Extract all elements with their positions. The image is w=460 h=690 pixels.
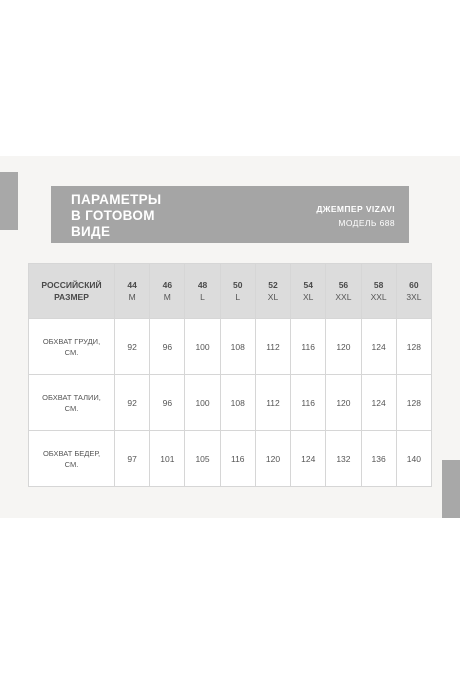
table-cell: 116 xyxy=(291,319,326,375)
table-cell: 92 xyxy=(115,375,150,431)
size-column-header xyxy=(361,264,396,319)
table-cell: 112 xyxy=(255,375,290,431)
title-banner xyxy=(51,186,409,243)
corner-label-line: РАЗМЕР xyxy=(54,292,89,302)
row-label-line: СМ. xyxy=(64,459,79,469)
table-row-waist xyxy=(29,375,432,431)
row-label xyxy=(29,431,115,487)
table-cell: 112 xyxy=(255,319,290,375)
size-column-header xyxy=(396,264,431,319)
table-cell: 124 xyxy=(361,375,396,431)
size-letter: 3XL xyxy=(406,292,422,302)
row-label-line: ОБХВАТ БЕДЕР, xyxy=(42,448,101,458)
size-number: 56 xyxy=(338,280,349,290)
size-letter: XL xyxy=(267,292,279,302)
table-cell: 108 xyxy=(220,319,255,375)
banner-title xyxy=(71,192,221,240)
table-cell: 105 xyxy=(185,431,220,487)
size-column-header xyxy=(150,264,185,319)
size-table-container xyxy=(28,263,432,487)
row-label-line: СМ. xyxy=(64,403,79,413)
table-cell: 124 xyxy=(291,431,326,487)
table-cell: 100 xyxy=(185,375,220,431)
decorative-side-tab-right xyxy=(442,460,460,518)
size-letter: M xyxy=(163,292,171,302)
banner-title-line: ВИДЕ xyxy=(71,224,111,239)
row-label-line: ОБХВАТ ТАЛИИ, xyxy=(42,392,101,402)
size-letter: XXL xyxy=(335,292,352,302)
row-label-line: СМ. xyxy=(64,347,79,357)
size-number: 52 xyxy=(268,280,278,290)
size-letter: XL xyxy=(303,292,314,302)
size-column-header xyxy=(326,264,361,319)
table-cell: 116 xyxy=(220,431,255,487)
corner-label xyxy=(29,264,115,319)
size-column-header xyxy=(255,264,290,319)
table-cell: 96 xyxy=(150,375,185,431)
table-row-chest xyxy=(29,319,432,375)
table-cell: 136 xyxy=(361,431,396,487)
banner-title-line: ПАРАМЕТРЫ xyxy=(71,192,162,207)
table-row-hips xyxy=(29,431,432,487)
banner-title-line: В ГОТОВОМ xyxy=(71,208,155,223)
table-cell: 120 xyxy=(326,375,361,431)
size-number: 58 xyxy=(373,280,384,290)
table-cell: 128 xyxy=(396,319,431,375)
row-label xyxy=(29,319,115,375)
table-cell: 96 xyxy=(150,319,185,375)
size-number: 48 xyxy=(197,280,208,290)
table-cell: 108 xyxy=(220,375,255,431)
size-column-header xyxy=(220,264,255,319)
size-number: 54 xyxy=(303,280,313,290)
size-table xyxy=(28,263,432,487)
table-cell: 101 xyxy=(150,431,185,487)
table-cell: 132 xyxy=(326,431,361,487)
model-number: МОДЕЛЬ 688 xyxy=(338,218,395,228)
size-number: 50 xyxy=(233,280,243,290)
row-label-line: ОБХВАТ ГРУДИ, xyxy=(42,336,101,346)
table-cell: 92 xyxy=(115,319,150,375)
table-cell: 97 xyxy=(115,431,150,487)
table-cell: 120 xyxy=(255,431,290,487)
size-letter: XXL xyxy=(370,292,387,302)
size-number: 46 xyxy=(162,280,173,290)
size-column-header xyxy=(115,264,150,319)
product-info xyxy=(316,202,395,230)
product-name: ДЖЕМПЕР VIZAVI xyxy=(316,204,395,214)
size-letter: L xyxy=(235,292,241,302)
table-cell: 128 xyxy=(396,375,431,431)
size-column-header xyxy=(185,264,220,319)
table-cell: 100 xyxy=(185,319,220,375)
size-number: 44 xyxy=(127,280,137,290)
table-cell: 124 xyxy=(361,319,396,375)
size-number: 60 xyxy=(409,280,419,290)
corner-label-line: РОССИЙСКИЙ xyxy=(41,280,102,290)
size-letter: L xyxy=(200,292,205,302)
table-cell: 120 xyxy=(326,319,361,375)
table-cell: 116 xyxy=(291,375,326,431)
size-letter: M xyxy=(128,292,136,302)
row-label xyxy=(29,375,115,431)
decorative-side-tab-left xyxy=(0,172,18,230)
size-header-row xyxy=(29,264,432,319)
table-cell: 140 xyxy=(396,431,431,487)
size-column-header xyxy=(291,264,326,319)
